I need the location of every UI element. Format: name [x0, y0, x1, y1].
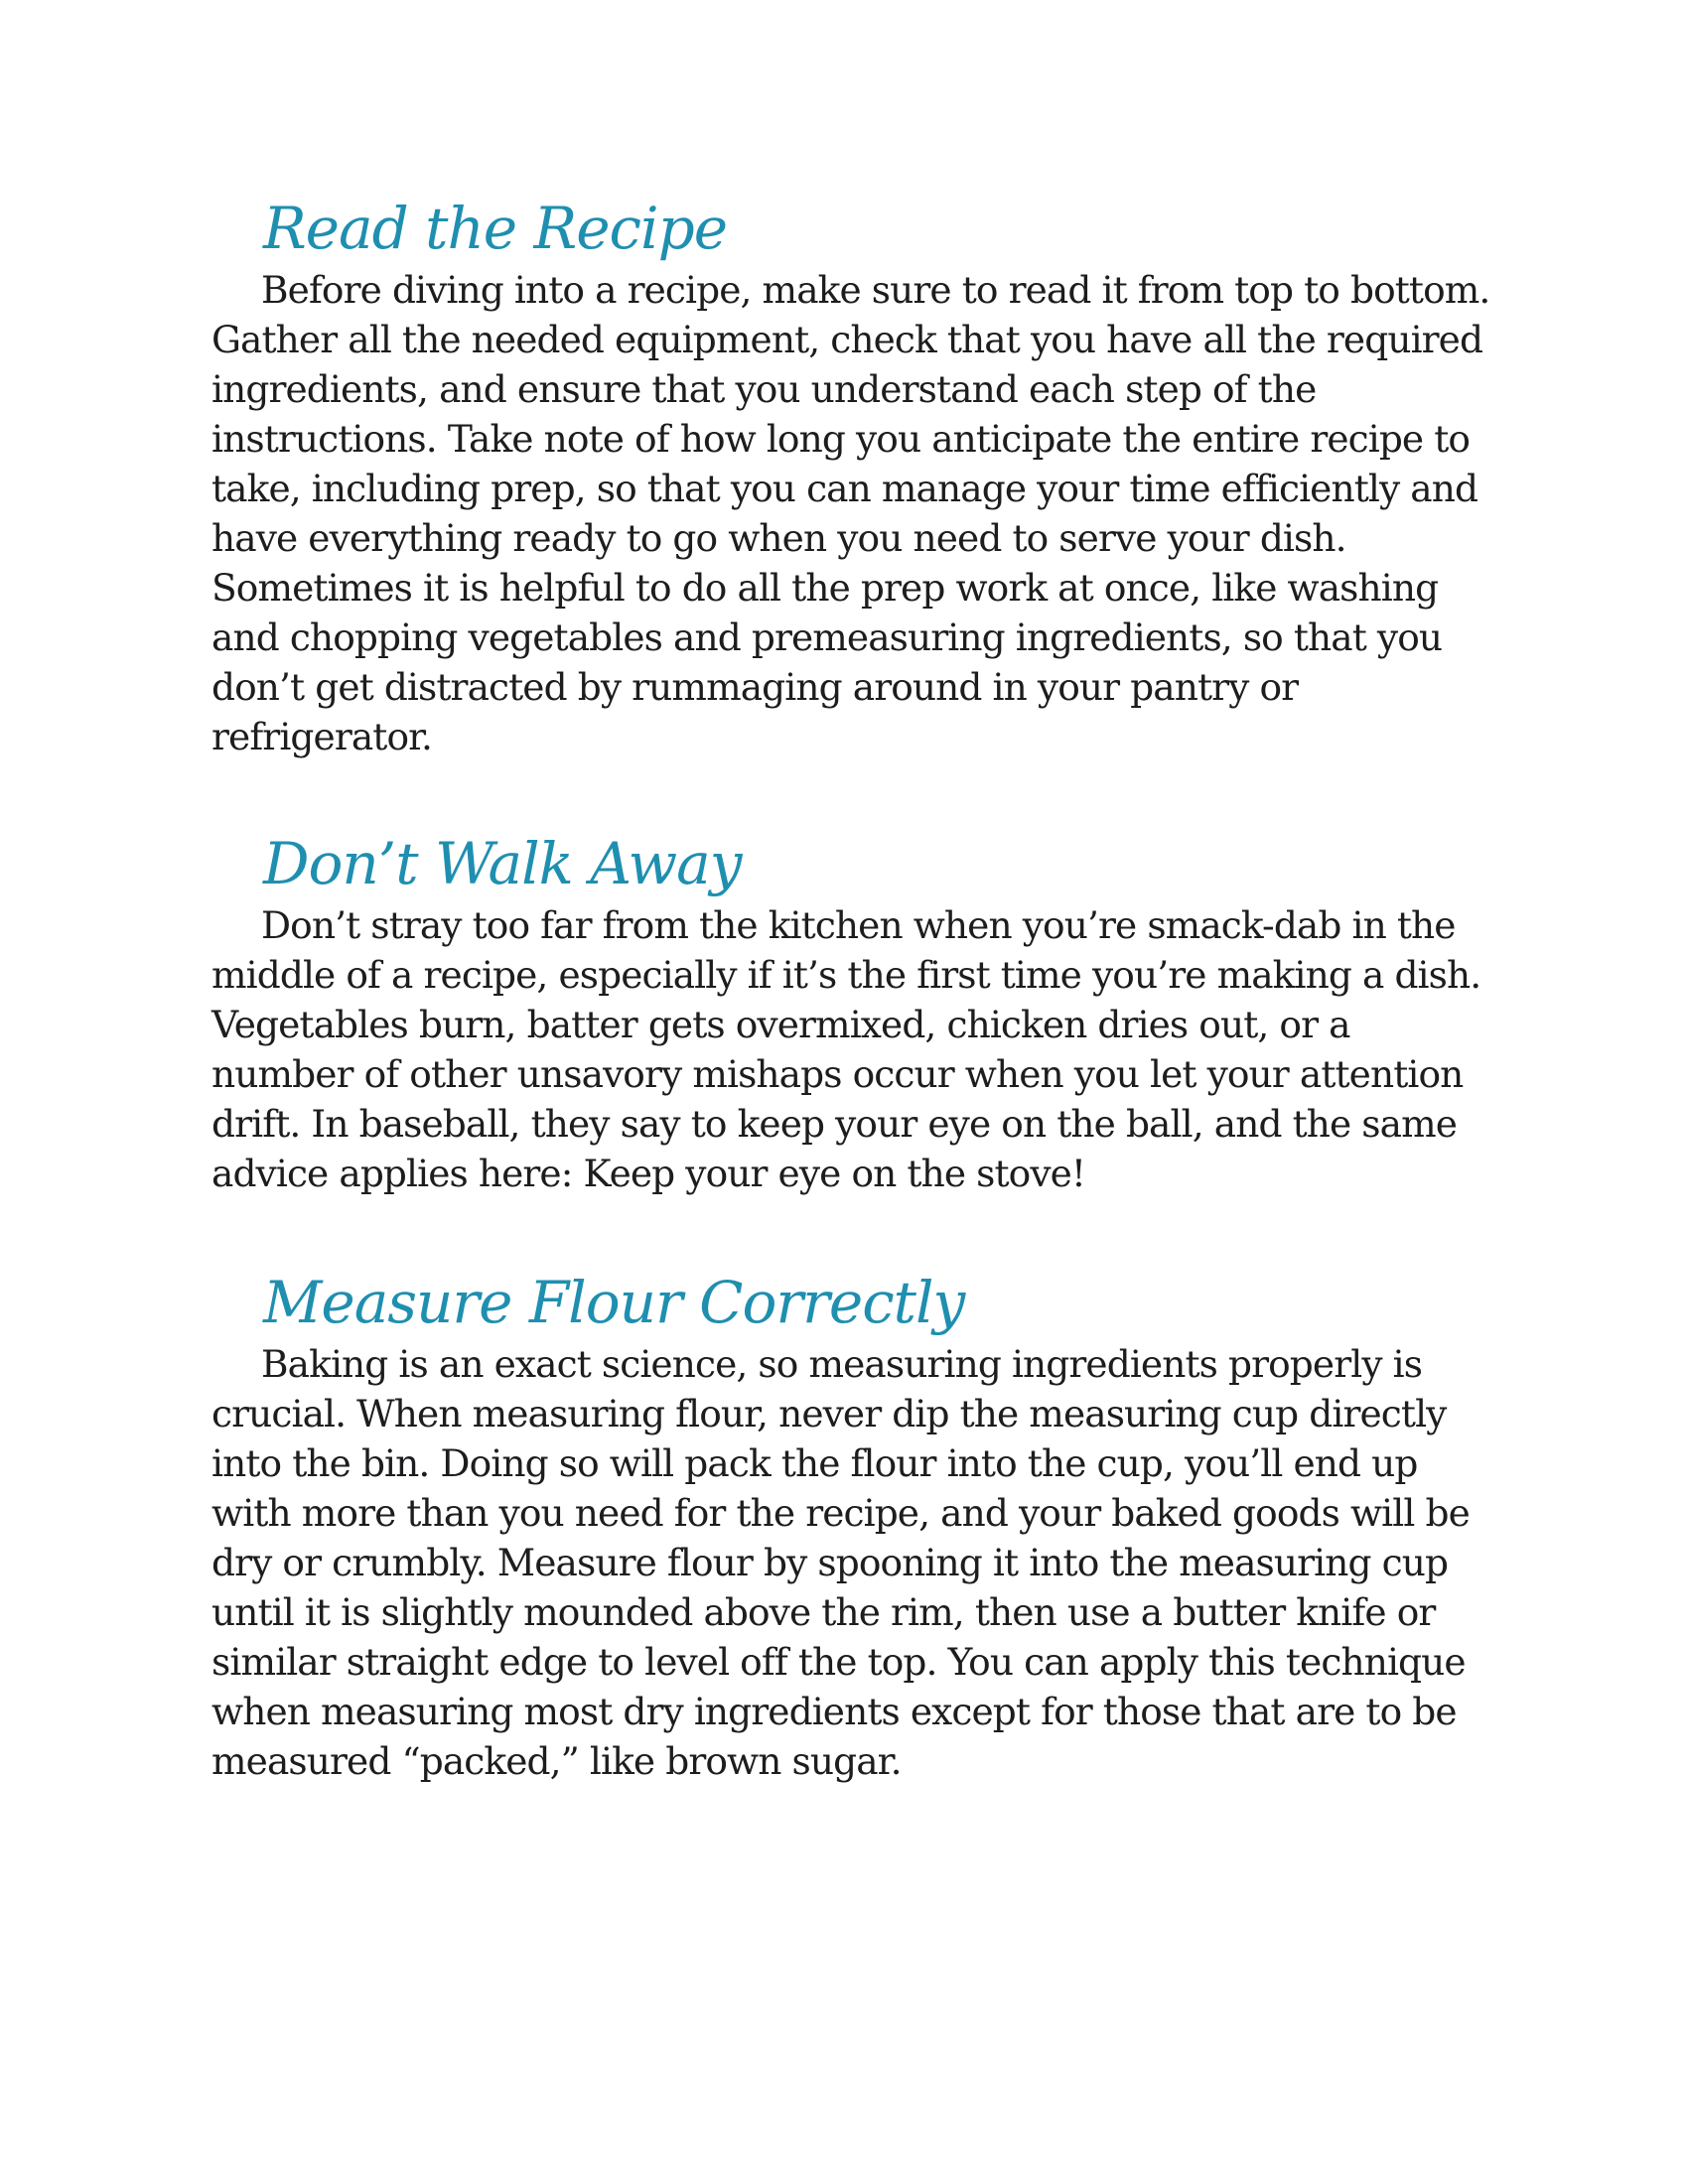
section-heading: Don’t Walk Away — [263, 830, 742, 897]
section-body: Before diving into a recipe, make sure to read it from top to bottom. Gather all the needed equipment, check that you have all the required ingredients, and ensure that you understand each step of the instructions. Take note of how long you anticipate the entire recipe to take, including prep, so that you can manage your time efficiently and have everything ready to go when you need to serve your dish. Sometimes it is helpful to do all the prep work at once, like washing and chopping vegetables and premeasuring ingredients, so that you don’t get distracted by rummaging around in your pantry or refrigerator. — [211, 268, 1490, 758]
section-measure-flour-correctly — [211, 1266, 1492, 1786]
section-body: Baking is an exact science, so measuring ingredients properly is crucial. When measuring flour, never dip the measuring cup directly into the bin. Doing so will pack the flour into the cup, you’ll end up with more than you need for the recipe, and your baked goods will be dry or crumbly. Measure flour by spooning it into the measuring cup until it is slightly mounded above the rim, then use a butter knife or similar straight edge to level off the top. You can apply this technique when measuring most dry ingredients except for those that are to be measured “packed,” like brown sugar. — [211, 1342, 1470, 1783]
section-body: Don’t stray too far from the kitchen when you’re smack-dab in the middle of a recipe, especially if it’s the first time you’re making a dish. Vegetables burn, batter gets overmixed, chicken dries out, or a number of other unsavory mishaps occur when you let your attention drift. In baseball, they say to keep your eye on the ball, and the same advice applies here: Keep your eye on the stove! — [211, 903, 1481, 1195]
section-dont-walk-away — [211, 827, 1492, 1198]
section-heading: Read the Recipe — [263, 195, 728, 262]
section-heading: Measure Flour Correctly — [263, 1269, 965, 1336]
section-read-the-recipe — [211, 192, 1492, 761]
